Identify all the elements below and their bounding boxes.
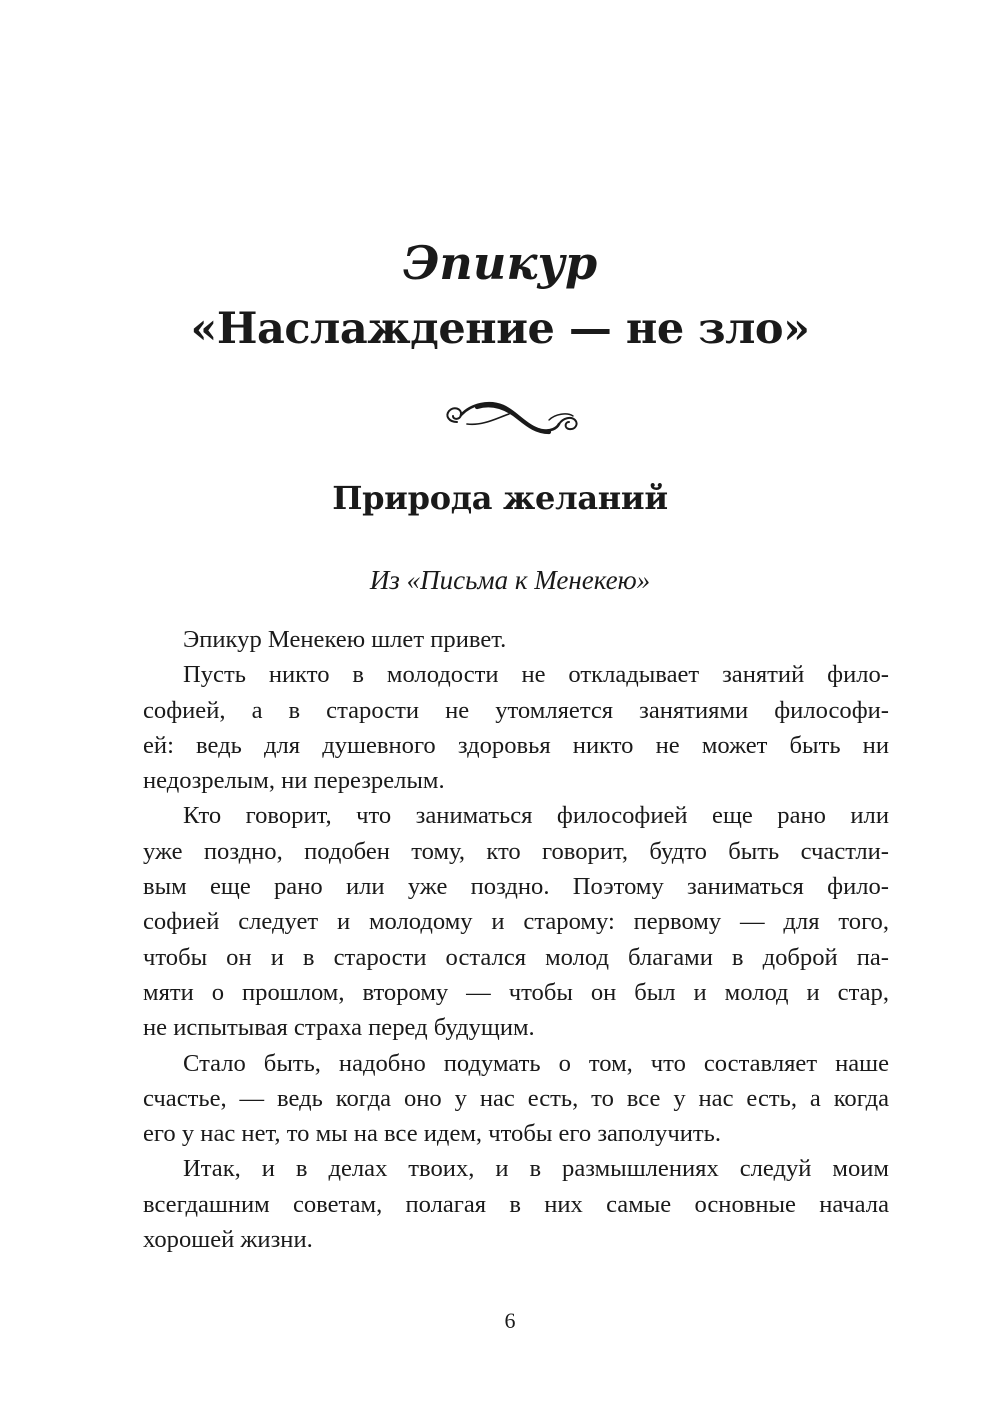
text-line: Эпикур Менекею шлет привет. <box>183 626 507 653</box>
text-line: недозрелым, ни перезрелым. <box>143 767 445 795</box>
text-line: Стало быть, надобно подумать о том, что составляет наше <box>183 1049 889 1077</box>
text-line: вым еще рано или уже поздно. Поэтому заниматься фило- <box>143 873 889 901</box>
text-line: уже поздно, подобен тому, кто говорит, будто быть счастли- <box>143 837 889 865</box>
text-line: Кто говорит, что заниматься философией еще рано или <box>183 802 889 830</box>
paragraph <box>143 798 889 1045</box>
body-text <box>143 622 889 1257</box>
text-line: ей: ведь для душевного здоровья никто не может быть ни <box>143 731 889 759</box>
text-line: счастье, — ведь когда оно у нас есть, то все у нас есть, а когда <box>143 1084 889 1112</box>
paragraph <box>143 1151 889 1257</box>
text-line: чтобы он и в старости остался молод благами в доброй па- <box>143 943 889 971</box>
page-number: 6 <box>504 1308 516 1333</box>
paragraph <box>143 622 889 657</box>
section-title: Природа желаний <box>332 479 668 517</box>
flourish-divider-icon <box>437 392 587 444</box>
text-line: всегдашним советам, полагая в них самые основные начала <box>143 1190 889 1218</box>
text-line: софией, а в старости не утомляется занятиями философи- <box>143 696 889 724</box>
text-line: Пусть никто в молодости не откладывает занятий фило- <box>183 661 889 689</box>
chapter-author: Эпикур <box>402 236 598 290</box>
text-line: не испытывая страха перед будущим. <box>143 1014 535 1042</box>
paragraph <box>143 657 889 798</box>
text-line: его у нас нет, то мы на все идем, чтобы его заполучить. <box>143 1120 721 1148</box>
chapter-title: «Наслаждение — не зло» <box>190 304 810 354</box>
source-subtitle: Из «Письма к Менекею» <box>369 565 651 595</box>
text-line: софией следует и молодому и старому: первому — для того, <box>143 908 889 936</box>
text-line: Итак, и в делах твоих, и в размышлениях следуй моим <box>183 1155 889 1183</box>
text-line: хорошей жизни. <box>143 1226 313 1254</box>
paragraph <box>143 1046 889 1152</box>
text-line: мяти о прошлом, второму — чтобы он был и молод и стар, <box>143 978 889 1006</box>
